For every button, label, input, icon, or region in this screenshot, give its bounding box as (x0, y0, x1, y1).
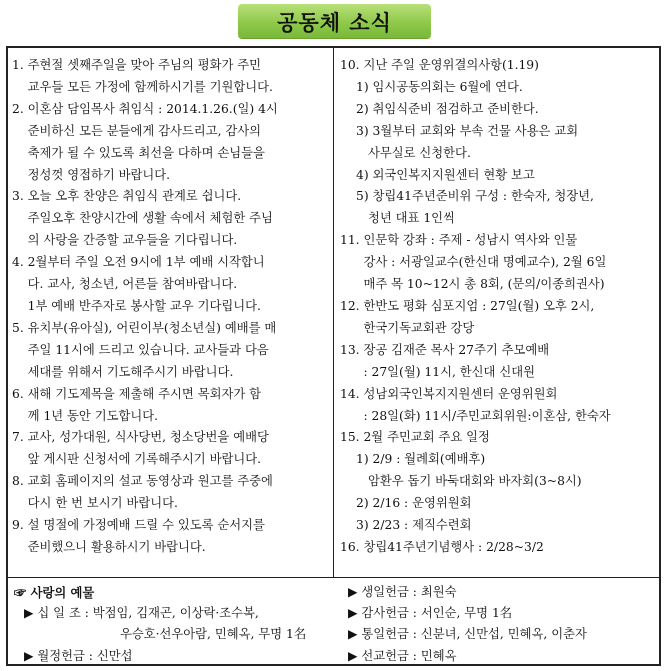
notice-item (340, 230, 656, 296)
item-number: 3. (12, 189, 28, 204)
notice-item (12, 471, 328, 515)
item-line: 준비하신 모든 분들에게 감사드리고, 감사의 (27, 123, 262, 138)
item-line: 앞 게시판 신청서에 기록해주시기 바랍니다. (27, 452, 262, 467)
item-number: 1. (12, 58, 28, 72)
column-divider (333, 46, 334, 577)
left-column (12, 55, 328, 559)
offering-row: ▶ 월정헌금 : 신만섭 (24, 648, 133, 663)
item-line: 교사, 성가대원, 식사당번, 청소당번을 예배당 (27, 430, 269, 445)
item-line: 장공 김재준 목사 27주기 추모예배 (363, 342, 550, 357)
item-line: 인문학 강좌 : 주제 - 성남시 역사와 인물 (363, 233, 578, 248)
sub-item: 1) 임시공동의회는 6월에 연다. (356, 79, 523, 94)
item-number: 7. (12, 430, 28, 445)
item-number: 4. (12, 255, 28, 270)
sub-item: 암환우 돕기 바둑대회와 바자회(3~8시) (368, 474, 582, 489)
item-line: 한반도 평화 심포지엄 : 27일(월) 오후 2시, (363, 298, 595, 313)
right-column (340, 55, 656, 559)
item-line: 주일 11시에 드리고 있습니다. 교사들과 다음 (27, 342, 269, 357)
offering-row: ▶ 생일헌금 : 최원숙 (348, 585, 457, 599)
item-text (363, 340, 656, 384)
item-line: 교우들 모든 가정에 함께하시기를 기원합니다. (27, 79, 273, 94)
item-line: 의 사랑을 간증할 교우들을 기다립니다. (27, 233, 238, 248)
item-line: 성남외국인복지지원센터 운영위원회 (363, 386, 558, 401)
notice-item (12, 252, 328, 318)
item-text (28, 318, 328, 384)
notice-item (340, 55, 656, 77)
item-line: 께 1년 동안 기도합니다. (27, 408, 159, 423)
notice-item (340, 340, 656, 384)
item-number: 9. (12, 518, 28, 533)
notice-item (340, 296, 656, 340)
item-text (28, 99, 328, 187)
sub-item: 청년 대표 1인씩 (368, 211, 455, 226)
sub-item: 5) 창립41주년준비위 구성 : 한숙자, 청장년, (356, 189, 594, 204)
item-line: 다시 한 번 보시기 바랍니다. (27, 496, 178, 511)
notice-item (12, 186, 328, 252)
item-number: 16. (340, 539, 364, 554)
offerings-left (14, 582, 332, 667)
notice-item (12, 55, 328, 99)
notice-item (12, 427, 328, 471)
notice-item (340, 427, 656, 449)
item-text (28, 515, 328, 559)
item-line: 강사 : 서광일교수(한신대 명예교수), 2월 6일 (363, 255, 607, 270)
item-line: 교회 홈페이지의 설교 동영상과 원고를 주중에 (27, 474, 273, 489)
item-line: 한국기독교회관 강당 (363, 320, 475, 335)
item-line: 1부 예배 반주자로 봉사할 교우 기다립니다. (27, 298, 261, 313)
offering-row: ▶ 십 일 조 : 박점임, 김재곤, 이상락·조수복, (24, 606, 259, 621)
item-line: 새해 기도제목을 제출해 주시면 목회자가 함 (27, 386, 262, 401)
item-number: 5. (12, 320, 28, 335)
item-line: : 28일(화) 11시/주민교회위원:이혼삼, 한숙자 (363, 408, 611, 423)
offering-row: ▶ 선교헌금 : 민혜옥 (348, 648, 457, 663)
item-line: 준비했으니 활용하시기 바랍니다. (27, 539, 206, 554)
item-number: 6. (12, 386, 28, 401)
notice-item (340, 384, 656, 428)
item-line: 2월부터 주일 오전 9시에 1부 예배 시작합니 (27, 255, 265, 270)
item-text (363, 427, 656, 449)
item-line: 유치부(유아실), 어린이부(청소년실) 예배를 매 (27, 320, 277, 335)
item-text (28, 471, 328, 515)
item-line: 주현절 셋째주일을 맞아 주님의 평화가 주민 (27, 58, 262, 72)
sub-item: 2) 2/16 : 운영위원회 (356, 496, 472, 511)
item-line: 축제가 될 수 있도록 최선을 다하며 손님들을 (27, 145, 265, 160)
sub-item: 사무실로 신청한다. (368, 145, 471, 160)
notice-item (12, 318, 328, 384)
notice-item (12, 515, 328, 559)
item-line: 지난 주일 운영위결의사항(1.19) (363, 58, 539, 72)
item-text (363, 296, 656, 340)
item-line: 설 명절에 가정예배 드릴 수 있도록 순서지를 (27, 518, 265, 533)
sub-item: 4) 외국인복지지원센터 현황 보고 (356, 167, 535, 182)
item-number: 12. (340, 298, 364, 313)
item-text (28, 384, 328, 428)
sub-item: 3) 3월부터 교회와 부속 건물 사용은 교회 (356, 123, 579, 138)
item-line: 오늘 오후 찬양은 취임식 관계로 쉽니다. (27, 189, 242, 204)
item-text (363, 55, 656, 77)
item-number: 8. (12, 474, 28, 489)
item-line: 창립41주년기념행사 : 2/28~3/2 (363, 539, 544, 554)
offering-row: 우승호·선우아람, 민혜옥, 무명 1名 (120, 627, 307, 642)
item-line: 세대를 위해서 기도해주시기 바랍니다. (27, 364, 234, 379)
offerings-heading: ☞ 사랑의 예물 (14, 585, 95, 600)
item-text (28, 186, 328, 252)
item-line: 다. 교사, 청소년, 어른들 참여바랍니다. (27, 277, 238, 292)
item-text (363, 384, 656, 428)
offerings-right (348, 582, 648, 667)
sub-item: 1) 2/9 : 월례회(예배후) (356, 452, 486, 467)
page-title: 공동체 소식 (277, 11, 392, 35)
item-text (28, 252, 328, 318)
item-number: 13. (340, 342, 364, 357)
item-text (363, 537, 656, 559)
sub-item: 2) 취임식준비 점검하고 준비한다. (356, 101, 539, 116)
item-text (28, 55, 328, 99)
item-text (363, 230, 656, 296)
item-line: 2월 주민교회 주요 일정 (363, 430, 490, 445)
item-number: 2. (12, 101, 28, 116)
item-line: 주일오후 찬양시간에 생활 속에서 체험한 주님 (27, 211, 273, 226)
section-divider (6, 577, 661, 578)
item-line: : 27일(월) 11시, 한신대 신대원 (363, 364, 535, 379)
item-line: 이혼삼 담임목사 취임식 : 2014.1.26.(일) 4시 (27, 101, 278, 116)
item-text (28, 427, 328, 471)
sub-item: 3) 2/23 : 제직수련회 (356, 518, 472, 533)
offering-row: ▶ 감사헌금 : 서인순, 무명 1名 (348, 606, 513, 621)
notice-item (12, 99, 328, 187)
item-number: 14. (340, 386, 364, 401)
item-number: 15. (340, 430, 364, 445)
notice-item (340, 537, 656, 559)
offering-row: ▶ 통일헌금 : 신분녀, 신만섭, 민혜옥, 이춘자 (348, 627, 587, 642)
item-line: 정성껏 영접하기 바랍니다. (27, 167, 171, 182)
item-number: 11. (340, 233, 364, 248)
item-number: 10. (340, 58, 364, 72)
title-banner (238, 4, 431, 38)
notice-item (12, 384, 328, 428)
item-line: 매주 목 10~12시 총 8회, (문의/이종희권사) (363, 277, 605, 292)
